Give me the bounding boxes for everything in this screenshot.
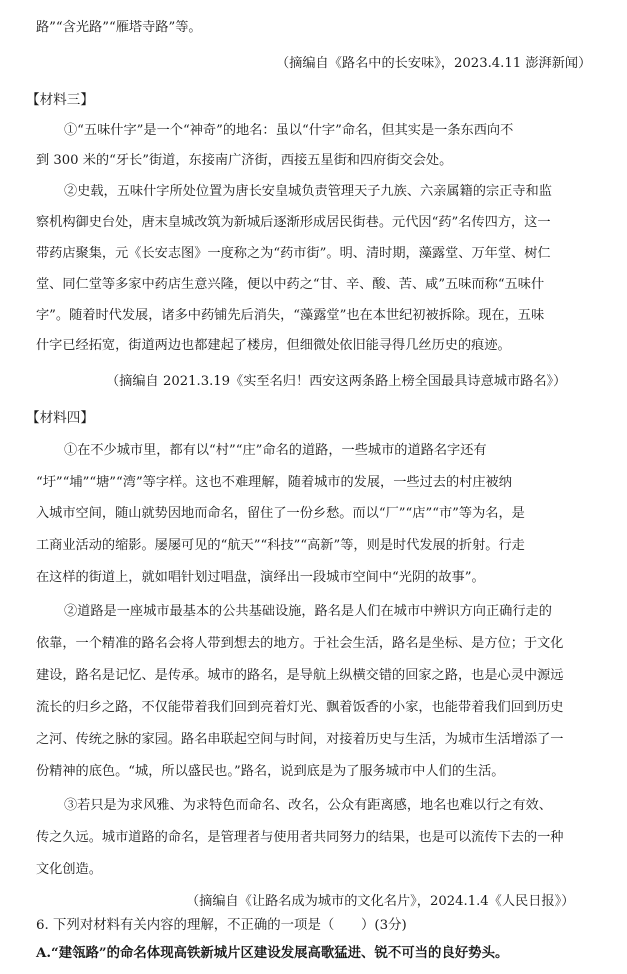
text-line: ③若只是为求风雅、为求特色而命名、改名，公众有距离感，地名也难以行之有效、 [64,798,552,813]
text-line: 堂、同仁堂等多家中药店生意兴隆，便以中药之“甘、辛、酸、苦、咸”五味而称“五味什 [36,277,545,292]
text-line: 流长的归乡之路，不仅能带着我们回到亮着灯光、飘着饭香的小家，也能带着我们回到历史 [36,700,564,715]
text-line: ②史载，五味什字所处位置为唐长安皇城负责管理天子九族、六亲属籍的宗正寺和监 [64,184,552,199]
text-line: 文化创造。 [36,862,102,877]
text-line: 到 300 米的“牙长”街道，东接南广济街，西接五星街和四府街交会处。 [36,153,453,168]
section-heading-material4: 【材料四】 [26,410,94,426]
text-line: 入城市空间，随山就势因地而命名，留住了一份乡愁。而以“厂”“店”“市”等为名，是 [36,506,525,521]
text-line: 察机构御史台处，唐末皇城改筑为新城后逐渐形成居民街巷。元代因“药”名传四方，这一 [36,215,551,230]
text-line: 传之久远。城市道路的命名，是管理者与使用者共同努力的结果，也是可以流传下去的一种 [36,830,564,845]
source-citation: （摘编自《让路名成为城市的文化名片》，2024.1.4《人民日报》） [186,894,575,909]
text-line: 建设，路名是记忆、是传承。城市的路名，是导航上纵横交错的回家之路，也是心灵中源远 [36,668,564,683]
question-stem: 6. 下列对材料有关内容的理解，不正确的一项是（ ）(3分) [36,918,407,933]
text-line: ①在不少城市里，都有以“村”“庄”命名的道路，一些城市的道路名字还有 [64,443,487,458]
text-line: 之河、传统之脉的家园。路名串联起空间与时间，对接着历史与生活，为城市生活增添了一 [36,732,564,747]
text-line: 工商业活动的缩影。屡屡可见的“航天”“科技”“高新”等，则是时代发展的折射。行走 [36,538,525,553]
question-option-a: A.“建瓴路”的命名体现高铁新城片区建设发展高歌猛进、锐不可当的良好势头。 [36,945,509,961]
section-heading-material3: 【材料三】 [26,92,94,108]
text-line: 依靠，一个精准的路名会将人带到想去的地方。于社会生活，路名是坐标、是方位；于文化 [36,636,564,651]
text-line: 什字已经拓宽，街道两边也都建起了楼房，但细微处依旧能寻得几丝历史的痕迹。 [36,338,511,353]
text-line: 带药店聚集，元《长安志图》一度称之为“药市街”。明、清时期，藻露堂、万年堂、树仁 [36,246,551,261]
source-citation: （摘编自 2021.3.19《实至名归！西安这两条路上榜全国最具诗意城市路名》） [106,374,567,389]
text-line: “圩”“埔”“塘”“湾”等字样。这也不难理解，随着城市的发展，一些过去的村庄被纳 [36,475,512,490]
text-line: 在这样的街道上，就如唱针划过唱盘，演绎出一段城市空间中“光阴的故事”。 [36,570,485,585]
text-line: 字”。随着时代发展，诸多中药铺先后消失，“藻露堂”也在本世纪初被拆除。现在，五味 [36,308,545,323]
text-line: 份精神的底色。“城，所以盛民也。”路名，说到底是为了服务城市中人们的生活。 [36,764,505,779]
text-line: ②道路是一座城市最基本的公共基础设施，路名是人们在城市中辨识方向正确行走的 [64,604,552,619]
text-line: 路”“含光路”“雁塔寺路”等。 [36,20,202,35]
text-line: ①“五味什字”是一个“神奇”的地名：虽以“什字”命名，但其实是一条东西向不 [64,123,514,138]
source-citation: （摘编自《路名中的长安味》，2023.4.11 澎湃新闻） [276,56,592,71]
